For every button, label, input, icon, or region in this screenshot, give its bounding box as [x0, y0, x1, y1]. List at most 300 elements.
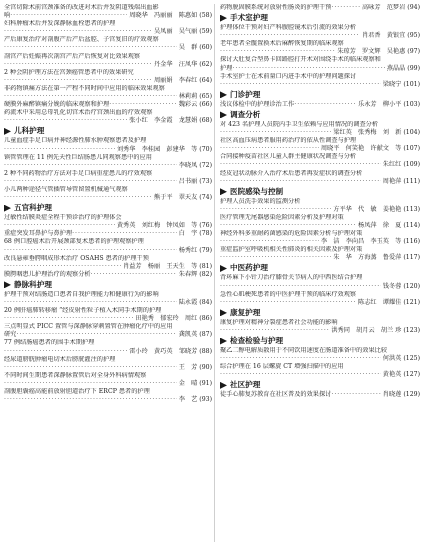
entry-line — [4, 315, 212, 323]
entry-authors: 朱春辉 — [178, 270, 198, 278]
entry-title: 急性心肌梗死患者的中医护理干预的临床疗效观察 — [220, 290, 357, 298]
toc-entry[interactable] — [4, 44, 212, 52]
entry-authors: 朱琼芳 罗文辉 吴艳惠 — [337, 48, 406, 56]
toc-entry[interactable] — [220, 170, 420, 178]
toc-entry[interactable] — [4, 117, 212, 125]
entry-line — [4, 28, 212, 36]
entry-page: (125) — [403, 355, 420, 363]
section-title: 手术室护理 — [230, 13, 268, 23]
toc-entry[interactable] — [220, 129, 420, 137]
toc-entry[interactable] — [4, 93, 212, 101]
entry-title: 68 例口腔癌术后开展颈部复术患者的护理观察护理 — [4, 238, 144, 246]
triangle-bullet-icon — [220, 188, 227, 195]
toc-entry[interactable] — [4, 263, 212, 271]
leader-dots — [220, 299, 356, 307]
toc-entry[interactable] — [220, 161, 420, 169]
leader-dots — [16, 331, 176, 339]
toc-entry[interactable] — [220, 56, 420, 64]
entry-line — [4, 162, 212, 170]
entry-page: (76) — [199, 222, 212, 230]
entry-page: (70) — [199, 145, 212, 153]
entry-line — [220, 254, 420, 262]
toc-entry[interactable] — [220, 355, 420, 363]
entry-title: 77 例结肠癌患者的围手术期护理 — [4, 339, 95, 347]
entry-authors: 吴凤丽 吴气丽 — [153, 28, 198, 36]
entry-page: (109) — [403, 161, 420, 169]
entry-line — [4, 146, 212, 154]
toc-entry[interactable] — [220, 347, 420, 355]
entry-page: (79) — [199, 246, 212, 254]
toc-entry[interactable] — [4, 230, 212, 238]
entry-title: 神经外科多重耐药菌感染的危险因素分析与护理对策 — [220, 230, 363, 238]
toc-left-column — [4, 4, 212, 544]
toc-entry[interactable] — [220, 291, 420, 299]
entry-line — [220, 355, 420, 363]
section-heading — [220, 110, 420, 120]
toc-entry[interactable] — [4, 331, 212, 339]
leader-dots — [220, 206, 331, 214]
toc-entry[interactable] — [220, 178, 420, 186]
entry-authors: 乐永芳 柳小平 — [358, 100, 402, 108]
entry-title: 儿童血症手足口病并神经源性肺水肿观察患者及护理 — [4, 137, 147, 145]
entry-authors: 黄艳英 — [382, 371, 402, 379]
entry-page: (104) — [403, 129, 420, 137]
toc-entry[interactable] — [220, 121, 420, 129]
entry-line — [4, 77, 212, 85]
entry-title: 非药物镇痛方法在第一产程不同时间中应用的临床效果观察 — [4, 84, 165, 92]
toc-entry[interactable] — [220, 101, 420, 109]
entry-page: (90) — [199, 363, 212, 371]
leader-dots — [91, 271, 177, 279]
entry-title: 经尿道膀胱肿瘤电切术后膀胱灌注的护理 — [4, 355, 116, 363]
leader-dots — [220, 81, 381, 89]
leader-dots — [10, 12, 127, 20]
toc-entry[interactable] — [4, 247, 212, 255]
entry-title: 剖宫产后妊娠再次剖宫产后产后恢复对比效果观察 — [4, 52, 141, 60]
section-heading — [220, 336, 420, 346]
leader-dots — [4, 146, 115, 154]
section-title: 五官科护理 — [14, 203, 52, 213]
entry-page: (65) — [199, 93, 212, 101]
toc-entry[interactable] — [4, 299, 212, 307]
entry-title: 手术室护士在术前量口内进手术中的护理问题探讨 — [220, 72, 357, 80]
toc-entry[interactable] — [220, 283, 420, 291]
entry-line — [220, 65, 420, 73]
section-title: 静脉科护理 — [14, 279, 52, 289]
entry-title: 护理 — [220, 64, 233, 72]
section-heading — [220, 13, 420, 23]
entry-title: 聚乙二醇电解质散用于不同饮用速度在肠道准备中的效果比较 — [220, 347, 388, 354]
entry-line — [220, 32, 420, 40]
section-heading — [220, 187, 420, 197]
section-heading — [220, 90, 420, 100]
entry-title: 护理体位干预对妇产科腹腔镜术后引流的效果分析 — [220, 24, 357, 32]
toc-entry[interactable] — [4, 255, 212, 263]
leader-dots — [220, 254, 331, 262]
toc-entry[interactable] — [220, 73, 420, 81]
entry-authors: 梁红英 张秀梅 刘 新 — [333, 129, 402, 137]
entry-title: 2 种会阴护理方法在宫颈癌管患者中的效果研究 — [4, 68, 134, 76]
entry-authors: 金 晴 — [178, 379, 198, 387]
leader-dots — [4, 162, 177, 170]
toc-entry[interactable] — [220, 319, 420, 327]
toc-entry[interactable] — [4, 162, 212, 170]
leader-dots — [220, 178, 381, 186]
leader-dots — [220, 355, 381, 363]
entry-authors: 方平华 代 敏 姜艳艳 — [333, 205, 402, 213]
entry-authors: 吴 群 — [178, 44, 198, 52]
toc-entry[interactable] — [220, 32, 420, 40]
toc-entry[interactable] — [4, 186, 212, 194]
entry-line — [220, 101, 420, 109]
triangle-bullet-icon — [220, 91, 227, 98]
triangle-bullet-icon — [220, 309, 227, 316]
entry-page: (113) — [403, 205, 420, 213]
entry-authors: 朱红红 — [382, 161, 402, 169]
entry-title: 康复护理对精神分裂症患者社会功能的影响 — [220, 318, 338, 326]
toc-entry[interactable] — [4, 146, 212, 154]
entry-page: (114) — [403, 221, 420, 229]
entry-title: 重症监护室呼吸机相关性肺炎的相关因素及护理对策 — [220, 246, 363, 254]
entry-page: (78) — [199, 230, 212, 238]
section-heading — [220, 380, 420, 390]
entry-title: 妇科肿瘤术后并发深静脉血栓患者的护理 — [4, 20, 116, 28]
triangle-bullet-icon — [220, 15, 227, 22]
entry-authors: 肖君香 黄银宜 — [361, 32, 406, 40]
toc-entry[interactable] — [4, 85, 212, 93]
leader-dots — [4, 61, 152, 69]
toc-entry[interactable] — [4, 238, 212, 246]
entry-page: (93) — [199, 396, 212, 404]
leader-dots — [220, 145, 319, 153]
entry-line — [4, 101, 212, 109]
entry-line — [4, 93, 212, 101]
leader-dots — [294, 101, 356, 109]
toc-entry[interactable] — [4, 137, 212, 145]
entry-authors: 肖益芳 杨丽 王天生 等 — [123, 262, 198, 270]
entry-authors: 张小红 李金霞 龙慧娟 — [129, 117, 198, 125]
leader-dots — [4, 117, 127, 125]
leader-dots — [4, 348, 127, 356]
leader-dots — [4, 93, 177, 101]
toc-entry[interactable] — [4, 170, 212, 178]
toc-entry[interactable] — [4, 396, 212, 404]
entry-line — [4, 194, 212, 202]
entry-line — [220, 238, 420, 246]
entry-title: 护理干预对结肠造口患者自我护理能力和健康行为的影响 — [4, 290, 159, 298]
entry-authors: 周艳萍 — [382, 177, 402, 185]
toc-entry[interactable] — [4, 61, 212, 69]
entry-page: (84) — [199, 299, 212, 306]
section-heading — [4, 203, 212, 213]
entry-page: (103) — [403, 100, 420, 108]
entry-authors: 魏彩云 — [178, 101, 198, 109]
entry-line — [220, 161, 420, 169]
toc-entry[interactable] — [220, 230, 420, 238]
toc-entry[interactable] — [4, 28, 212, 36]
entry-page: (94) — [407, 4, 420, 11]
entry-title: 三点明显式 PICC 置管与深静脉穿刺置管在肿瘤化疗中的应用 — [4, 323, 173, 331]
leader-dots — [220, 161, 381, 169]
toc-entry[interactable] — [4, 178, 212, 186]
toc-entry[interactable] — [4, 380, 212, 388]
entry-authors: 洪秀同 胡月云 胡兰 珍 — [331, 326, 402, 334]
entry-line — [4, 44, 212, 52]
toc-entry[interactable] — [220, 238, 420, 246]
toc-entry[interactable] — [220, 4, 420, 12]
entry-line — [4, 117, 212, 125]
entry-title: 镇管管理在 11 例先天性巨结肠患儿同观察患中的应用 — [4, 153, 152, 161]
entry-authors: 李 艺 — [178, 396, 198, 404]
entry-title: 小儿两种途径气管插管导管留置机械通气观察 — [4, 185, 128, 193]
toc-entry[interactable] — [220, 327, 420, 335]
entry-title: 产后康复治疗对剖腹产后产后盆腔、子宫复旧的疗效观察 — [4, 36, 159, 44]
leader-dots — [220, 371, 381, 379]
entry-authors: 田艳秀 郁宏玲 周红 — [135, 315, 198, 323]
toc-entry[interactable] — [220, 206, 420, 214]
entry-page: (58) — [199, 12, 212, 20]
section-title: 医院感染与控制 — [230, 186, 284, 196]
entry-line — [4, 364, 212, 372]
entry-line — [4, 12, 212, 20]
entry-authors: 周晓平 何笑艳 许献文 等 — [320, 145, 402, 153]
toc-entry[interactable] — [4, 356, 212, 364]
entry-authors: 高咏芳 范梦岩 — [361, 4, 406, 11]
entry-authors: 龚凯英 — [178, 331, 198, 339]
entry-authors: 吕书丽 — [178, 177, 198, 185]
leader-dots — [4, 44, 177, 52]
entry-authors: 李晓凤 — [178, 161, 198, 169]
toc-entry[interactable] — [4, 364, 212, 372]
leader-dots — [109, 101, 177, 109]
entry-title: 综合护理在 16 层螺旋 CT 增强扫描中的应用 — [220, 363, 344, 371]
entry-line — [220, 283, 420, 291]
section-title: 社区护理 — [230, 380, 261, 390]
entry-line — [4, 271, 212, 279]
entry-page: (64) — [199, 76, 212, 84]
toc-entry[interactable] — [4, 12, 212, 20]
toc-entry[interactable] — [4, 69, 212, 77]
entry-authors: 杨凤萍 徐 夏 — [358, 221, 402, 229]
leader-dots — [220, 222, 356, 230]
entry-page: (95) — [407, 32, 420, 40]
entry-page: (107) — [403, 145, 420, 153]
entry-title: 背环麻下小针刀治疗膝骨关节病人的中西医结合护理 — [220, 274, 363, 282]
entry-page: (123) — [403, 326, 420, 334]
entry-authors: 杨秀红 — [178, 246, 198, 254]
toc-entry[interactable] — [220, 198, 420, 206]
section-title: 中医药护理 — [230, 263, 268, 273]
entry-authors: 雷小玲 黄巧英 邹晓芳 — [129, 347, 198, 355]
leader-dots — [4, 178, 177, 186]
entry-line — [220, 4, 420, 12]
entry-title: 剖腹胆囊癌高能前放射胆道治疗下 ERCP 患者的护理 — [4, 388, 150, 396]
section-title: 调查分析 — [230, 109, 261, 119]
section-heading — [220, 308, 420, 318]
leader-dots — [220, 129, 331, 137]
entry-title: 护理人员洗手效果的监测分析 — [220, 197, 301, 205]
entry-title: 膜腭咽患儿护理治疗的观察分析 — [4, 270, 91, 278]
triangle-bullet-icon — [220, 111, 227, 118]
entry-page: (88) — [199, 347, 212, 355]
toc-entry[interactable] — [220, 48, 420, 56]
entry-title: 硬膜外麻醉镇痛分娩的临床观察和护理 — [4, 101, 110, 109]
entry-title: 改良悬雍垂腭咽成形术治疗 OSAHS 患者的护理干预 — [4, 254, 149, 262]
section-title: 儿科护理 — [14, 126, 45, 136]
toc-right-column — [220, 4, 420, 544]
entry-authors: 白 宇 — [178, 230, 198, 238]
entry-authors: 黄秀英 刘红梅 钟凤如 等 — [116, 222, 198, 230]
toc-entry[interactable] — [220, 299, 420, 307]
entry-authors: 燕晶晶 — [386, 64, 406, 72]
entry-line — [220, 222, 420, 230]
entry-line — [220, 206, 420, 214]
toc-entry[interactable] — [220, 371, 420, 379]
leader-dots — [220, 327, 329, 335]
toc-entry[interactable] — [220, 81, 420, 89]
entry-title: 2 种不同药物治疗方法对手足口病重症患儿的疗效观察 — [4, 169, 153, 177]
leader-dots — [4, 263, 121, 271]
entry-authors: 梁晓宁 — [382, 80, 402, 88]
entry-title: 社区高血压病患者服用药治疗的依从性调查与护理 — [220, 137, 357, 145]
entry-line — [4, 299, 212, 307]
entry-page: (60) — [199, 44, 212, 52]
triangle-bullet-icon — [220, 338, 227, 345]
entry-line — [220, 299, 420, 307]
entry-authors: 周丽娟 李春红 — [153, 76, 198, 84]
entry-line — [220, 371, 420, 379]
entry-title: 全宫切除术前宫颈准备的改进对术后并发阴道残端出血影 — [4, 4, 159, 11]
toc-entry[interactable] — [4, 339, 212, 347]
entry-page: (97) — [407, 48, 420, 56]
entry-line — [4, 230, 212, 238]
entry-page: (73) — [199, 177, 212, 185]
toc-entry[interactable] — [4, 372, 212, 380]
entry-title: 浅议体检中的护理诊治工作 — [220, 100, 295, 108]
entry-title: 重症突发耳鼻护与鼻护理 — [4, 230, 73, 238]
entry-page: (66) — [199, 101, 212, 109]
entry-authors: 丹金华 汪凤华 — [153, 60, 198, 68]
entry-page: (99) — [407, 64, 420, 72]
entry-title: 20 例肝癌肺转移瘤 “经皮射性粒子植入术同手术期的护理 — [4, 307, 162, 315]
entry-page: (129) — [403, 391, 420, 399]
entry-title: 医疗管理无尾器感染危险因素分析及护理对策 — [220, 213, 344, 221]
entry-line — [4, 380, 212, 388]
entry-line — [4, 263, 212, 271]
entry-line — [220, 48, 420, 56]
toc-entry[interactable] — [4, 315, 212, 323]
entry-authors: 林莉莉 — [178, 93, 198, 101]
entry-line — [220, 391, 420, 399]
triangle-bullet-icon — [4, 205, 11, 212]
toc-entry[interactable] — [4, 101, 212, 109]
entry-page: (120) — [403, 282, 420, 290]
section-heading — [4, 126, 212, 136]
entry-title: 徒手心肺复苏教育在社区普及的效果探讨 — [220, 391, 332, 399]
leader-dots — [4, 315, 133, 323]
leader-dots — [4, 380, 177, 388]
entry-authors: 刘秀华 李桂园 彭建华 等 — [116, 145, 198, 153]
entry-title: 研究 — [4, 331, 17, 339]
toc-entry[interactable] — [4, 4, 212, 12]
entry-authors: 陆永霞 — [178, 299, 198, 306]
entry-page: (82) — [199, 270, 212, 278]
toc-entry[interactable] — [220, 214, 420, 222]
entry-authors: 何洪英 — [382, 355, 402, 363]
entry-authors: 周晓华 冯丽丽 陈惠如 — [129, 12, 198, 20]
leader-dots — [220, 283, 381, 291]
entry-authors: 朱 华 方海蒸 鲁爱萍 — [333, 254, 402, 262]
entry-line — [4, 61, 212, 69]
toc-entry[interactable] — [4, 271, 212, 279]
entry-title: 经皮冠状动脉介入治疗术后患者再发症状的调查分析 — [220, 169, 363, 177]
toc-entry[interactable] — [220, 254, 420, 262]
section-heading — [220, 263, 420, 273]
toc-entry[interactable] — [4, 307, 212, 315]
column-divider — [214, 4, 215, 542]
leader-dots — [220, 238, 319, 246]
section-title: 门诊护理 — [230, 89, 261, 99]
entry-title: 不同时间生期患者深静脉置管后对全身外科病情观察 — [4, 371, 147, 379]
entry-authors: 肖晓莲 — [382, 391, 402, 399]
entry-line — [220, 327, 420, 335]
entry-page: (111) — [403, 177, 420, 185]
leader-dots — [4, 364, 177, 372]
entry-page: (74) — [199, 194, 212, 202]
entry-line — [4, 178, 212, 186]
leader-dots — [4, 247, 177, 255]
toc-entry[interactable] — [220, 24, 420, 32]
triangle-bullet-icon — [220, 265, 227, 272]
entry-title: 过敏性结膜炎症全程干预诊治疗的护理体会 — [4, 214, 122, 222]
toc-entry[interactable] — [4, 53, 212, 61]
toc-entry[interactable] — [220, 145, 420, 153]
entry-page: (86) — [199, 315, 212, 323]
entry-page: (121) — [403, 298, 420, 306]
toc-entry[interactable] — [4, 348, 212, 356]
entry-page: (81) — [199, 262, 212, 270]
leader-dots — [72, 230, 177, 238]
entry-page: (68) — [199, 117, 212, 125]
toc-entry[interactable] — [4, 77, 212, 85]
section-title: 检查检验与护理 — [230, 336, 284, 345]
leader-dots — [4, 194, 152, 202]
entry-title: 合同接种疫苗社区儿童人群主健康状况调查与分析 — [220, 153, 357, 161]
toc-entry[interactable] — [4, 154, 212, 162]
toc-entry[interactable] — [4, 194, 212, 202]
entry-title: 老年患者全髋置换术后麻醉恢复期的临床观察 — [220, 40, 344, 48]
triangle-bullet-icon — [4, 128, 11, 135]
toc-entry[interactable] — [4, 291, 212, 299]
toc-entry[interactable] — [4, 388, 212, 396]
entry-line — [4, 331, 212, 339]
leader-dots — [4, 28, 152, 36]
entry-line — [4, 396, 212, 404]
entry-line — [220, 129, 420, 137]
toc-entry[interactable] — [220, 391, 420, 399]
entry-line — [4, 348, 212, 356]
toc-entry[interactable] — [220, 137, 420, 145]
toc-entry[interactable] — [220, 222, 420, 230]
toc-entry[interactable] — [220, 65, 420, 73]
entry-line — [220, 81, 420, 89]
leader-dots — [4, 299, 177, 307]
entry-title: 药流术中采用总母乳化切宫术治疗宫颈出血的疗效观察 — [4, 109, 153, 117]
triangle-bullet-icon — [220, 382, 227, 389]
leader-dots — [331, 4, 360, 12]
entry-authors: 陈志红 谭耀佳 — [358, 298, 402, 306]
toc-entry[interactable] — [220, 274, 420, 282]
